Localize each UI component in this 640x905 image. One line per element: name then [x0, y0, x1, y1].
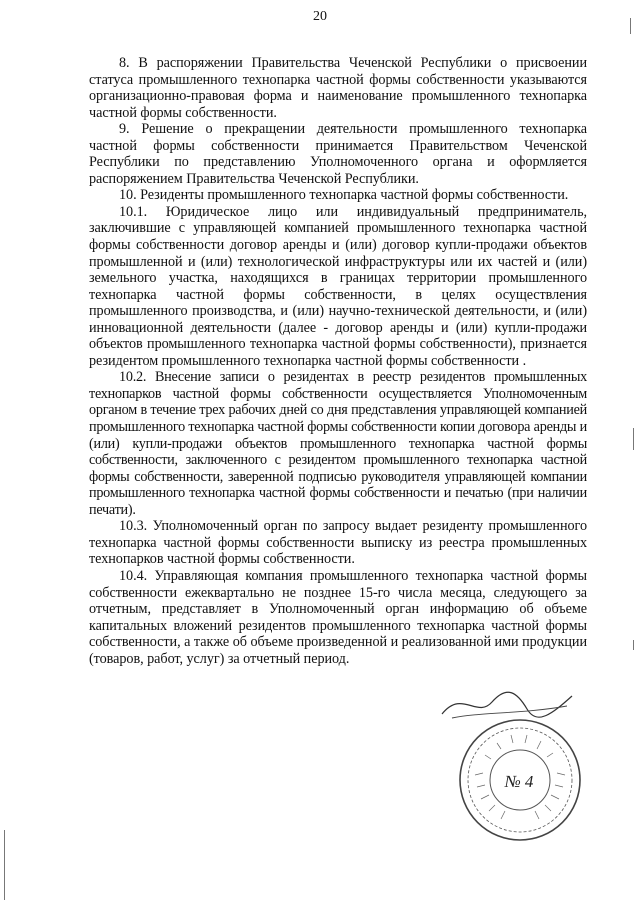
paragraph-10-2: 10.2. Внесение записи о резидентах в реестр резидентов промышленных технопарков частной формы собственности осуществляется Уполномоченным органом в течение трех рабочих дней со дня представления управляющей компанией промышленного технопарка частной формы собственности копии договора аренды и (или) купли-продажи объектов промышленного технопарка частной формы собственности, заключенного с резидентом промышленного технопарка частной формы собственности, заверенной подписью руководителя управляющей компании промышленного технопарка частной формы собственности и печатью (при наличии печати). [89, 369, 587, 518]
paragraph-10-3: 10.3. Уполномоченный орган по запросу выдает резиденту промышленного технопарка частной формы собственности выписку из реестра промышленных технопарков частной формы собственности. [89, 518, 587, 568]
seal-label: № 4 [504, 772, 534, 791]
scan-edge-mark [633, 428, 634, 450]
document-body [89, 55, 587, 667]
paragraph-10-4: 10.4. Управляющая компания промышленного технопарка частной формы собственности ежеквартально не позднее 15-го числа месяца, следующего за отчетным, представляет в Уполномоченный орган информацию об объеме капитальных вложений резидентов промышленного технопарка частной формы собственности, а также об объеме произведенной и реализованной ими продукции (товаров, работ, услуг) за отчетный период. [89, 567, 587, 667]
paragraph-10-1: 10.1. Юридическое лицо или индивидуальный предприниматель, заключившие с управляющей компанией промышленного технопарка частной формы собственности договор аренды и (или) договор купли-продажи объектов промышленной и (или) технологической инфраструктуры или их частей и (или) земельного участка, находящихся в границах территории промышленного технопарка частной формы собственности, в целях осуществления промышленного производства, и (или) научно-технической деятельности, и (или) инновационной деятельности (далее - договор аренды и (или) купли-продажи объектов промышленного технопарка частной формы собственности), признается резидентом промышленного технопарка частной формы собственности . [89, 203, 587, 369]
scan-edge-mark [630, 18, 631, 34]
page-number: 20 [313, 9, 327, 24]
official-seal [455, 715, 585, 845]
paragraph-8: 8. В распоряжении Правительства Чеченской Республики о присвоении статуса промышленного технопарка частной формы собственности указываются организационно-правовая форма и наименование промышленного технопарка частной формы собственности. [89, 55, 587, 121]
paragraph-10: 10. Резиденты промышленного технопарка частной формы собственности. [119, 187, 569, 204]
scan-edge-mark [633, 640, 634, 650]
scan-edge-mark [4, 830, 5, 900]
paragraph-9: 9. Решение о прекращении деятельности промышленного технопарка частной формы собственности принимается Правительством Чеченской Республики по представлению Уполномоченного органа и оформляется распоряжением Правительства Чеченской Республики. [89, 121, 587, 187]
